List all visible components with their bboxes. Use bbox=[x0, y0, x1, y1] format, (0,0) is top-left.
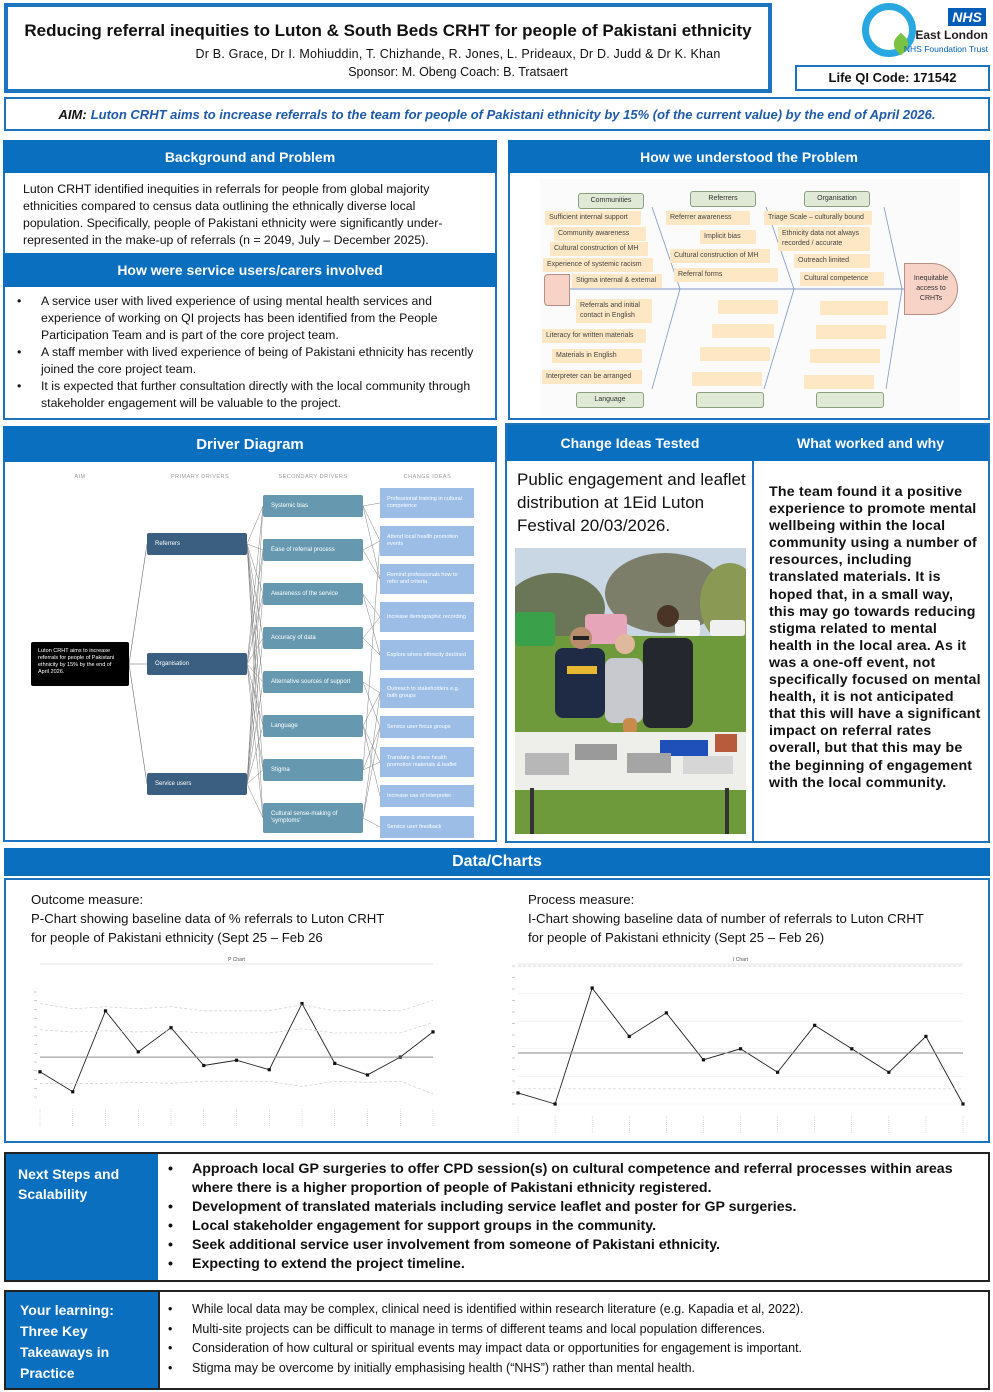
data-point bbox=[169, 1026, 172, 1029]
data-point bbox=[776, 1071, 779, 1074]
driver-diagram-heading: Driver Diagram bbox=[3, 426, 497, 462]
cause: Referral forms bbox=[674, 268, 778, 282]
data-point bbox=[739, 1047, 742, 1050]
data-point bbox=[268, 1068, 271, 1071]
change-idea: Service user focus groups bbox=[380, 716, 474, 738]
cause: Community awareness bbox=[554, 227, 646, 241]
what-worked-text: The team found it a positive experience to promote mental wellbeing within the local community using a number of resources, including translated materials. It is hoped that, in a small way, this may go towards reducing stigma related to mental health in the local area. As it was a one-off event, not specifically focused on mental health, it is not anticipated that this will have a significant impact on referral rates overall, but that this may be the beginning of engagement with the local community. bbox=[769, 484, 981, 791]
connector-secondary-change bbox=[363, 818, 380, 827]
change-idea: Remind professionals how to refer and criteria bbox=[380, 564, 474, 594]
primary-driver: Organisation bbox=[147, 653, 247, 675]
data-point bbox=[553, 1102, 556, 1105]
connector-primary-secondary bbox=[247, 506, 263, 544]
data-point bbox=[628, 1035, 631, 1038]
data-point bbox=[702, 1058, 705, 1061]
bone-blank-right bbox=[886, 289, 902, 389]
list-item: • Expecting to extend the project timeline. bbox=[168, 1255, 983, 1274]
data-point bbox=[516, 1091, 519, 1094]
i-chart bbox=[508, 952, 973, 1138]
series--referrals bbox=[40, 1004, 433, 1092]
outcome-desc-line1: P-Chart showing baseline data of % referrals to Luton CRHT bbox=[31, 911, 385, 926]
cause: Triage Scale – culturally bound bbox=[764, 211, 872, 225]
cause: Sufficient internal support bbox=[545, 211, 641, 225]
empty-cause bbox=[810, 349, 880, 363]
data-point bbox=[961, 1102, 964, 1105]
p-chart bbox=[22, 952, 447, 1138]
title-block bbox=[4, 3, 772, 93]
series-ucl bbox=[40, 1000, 433, 1011]
change-idea: Attend local health promotion events bbox=[380, 526, 474, 556]
empty-cause bbox=[712, 324, 774, 338]
process-label: Process measure: bbox=[528, 892, 635, 907]
change-idea: Explore where ethnicity declined bbox=[380, 640, 474, 670]
secondary-driver: Alternative sources of support bbox=[263, 671, 363, 693]
list-item: • Stigma may be overcome by initially emphasising health (“NHS”) rather than mental health. bbox=[168, 1359, 983, 1379]
data-point bbox=[813, 1024, 816, 1027]
data-point bbox=[366, 1073, 369, 1076]
fishbone-head: Inequitable access to CRHTs bbox=[904, 263, 958, 315]
connector-secondary-change bbox=[363, 506, 380, 541]
fishbone-diagram bbox=[540, 179, 960, 416]
change-idea: Increase use of interpreter bbox=[380, 785, 474, 807]
column-header-secondary: SECONDARY DRIVERS bbox=[278, 474, 348, 480]
primary-driver: Service users bbox=[147, 773, 247, 795]
list-item: • While local data may be complex, clinical need is identified within research literature (e.g. Kapadia et al, 2022). bbox=[168, 1300, 983, 1320]
list-item: • A staff member with lived experience of being of Pakistani ethnicity has recently joined the core project team. bbox=[17, 344, 477, 378]
data-point bbox=[104, 1009, 107, 1012]
what-worked-heading: What worked and why bbox=[753, 425, 988, 461]
list-item: • A service user with lived experience of using mental health services and experience of working on QI projects has been identified from the People Participation Team and is part of the core project team. bbox=[17, 293, 477, 344]
connector-primary-secondary bbox=[247, 544, 263, 770]
data-heading: Data/Charts bbox=[4, 848, 990, 876]
next-steps-heading: Next Steps and Scalability bbox=[6, 1154, 158, 1280]
chart-title: I Chart bbox=[732, 957, 749, 963]
connector-secondary-change bbox=[363, 617, 380, 638]
connector-primary-secondary bbox=[247, 784, 263, 818]
process-desc-line1: I-Chart showing baseline data of number of referrals to Luton CRHT bbox=[528, 911, 924, 926]
cause: Referrer awareness bbox=[666, 211, 750, 225]
secondary-driver: Stigma bbox=[263, 759, 363, 781]
cause: Ethnicity data not always recorded / accurate bbox=[778, 227, 870, 251]
sponsor-coach: Sponsor: M. Obeng Coach: B. Tratsaert bbox=[348, 65, 568, 79]
aim-label: AIM: bbox=[58, 106, 87, 122]
empty-cause bbox=[700, 347, 770, 361]
fishbone-heading: How we understood the Problem bbox=[508, 140, 990, 173]
empty-cause bbox=[820, 301, 888, 315]
series-lcl bbox=[40, 1081, 433, 1094]
fishbone-tail bbox=[544, 274, 570, 306]
connector-secondary-change bbox=[363, 682, 380, 693]
cause: Experience of systemic racism bbox=[543, 258, 653, 272]
empty-cause bbox=[718, 300, 778, 314]
category-communities: Communities bbox=[578, 193, 644, 209]
connector-secondary-change bbox=[363, 727, 380, 818]
connector-secondary-change bbox=[363, 594, 380, 655]
data-point bbox=[665, 1011, 668, 1014]
connector-secondary-change bbox=[363, 693, 380, 818]
connector-secondary-change bbox=[363, 682, 380, 727]
aim-text: Luton CRHT aims to increase referrals to the team for people of Pakistani ethnicity by 15% (of the current value) by the end of April 2026. bbox=[90, 106, 936, 122]
list-item: • Local stakeholder engagement for support groups in the community. bbox=[168, 1217, 983, 1236]
learning-divider bbox=[158, 1292, 160, 1388]
cause: Implicit bias bbox=[700, 230, 756, 244]
column-header-aim: AIM bbox=[74, 474, 86, 480]
learning-heading: Your learning: Three Key Takeaways in Practice bbox=[6, 1292, 158, 1388]
cause: Referrals and initial contact in English bbox=[576, 299, 652, 323]
outcome-label: Outcome measure: bbox=[31, 892, 144, 907]
data-point bbox=[887, 1071, 890, 1074]
connector-aim-primary bbox=[129, 544, 147, 664]
data-point bbox=[71, 1090, 74, 1093]
change-idea-description: Public engagement and leaflet distribution at 1Eid Luton Festival 20/03/2026. bbox=[517, 470, 746, 535]
cause: Interpreter can be arranged bbox=[542, 370, 642, 384]
data-point bbox=[591, 986, 594, 989]
bone-organisation bbox=[884, 207, 902, 289]
category-organisation: Organisation bbox=[804, 191, 870, 207]
next-steps-list bbox=[168, 1160, 983, 1274]
data-point bbox=[38, 1070, 41, 1073]
list-item: • Seek additional service user involvement from someone of Pakistani ethnicity. bbox=[168, 1236, 983, 1255]
column-header-primary: PRIMARY DRIVERS bbox=[170, 474, 230, 480]
change-idea: Increase demographic recording bbox=[380, 602, 474, 632]
outcome-measure-caption bbox=[31, 890, 481, 947]
list-item: • It is expected that further consultation directly with the local community through stakeholder engagement will be valuable to the project. bbox=[17, 378, 477, 412]
trust-name: East London bbox=[915, 28, 988, 42]
authors: Dr B. Grace, Dr I. Mohiuddin, T. Chizhande, R. Jones, L. Prideaux, Dr D. Judd & Dr K. Khan bbox=[195, 47, 721, 61]
trust-subtitle: NHS Foundation Trust bbox=[903, 44, 988, 54]
column-header-change-ideas: CHANGE IDEAS bbox=[403, 474, 452, 480]
background-text: Luton CRHT identified inequities in referrals for people from global majority ethnicities compared to census data outlining the ethnically diverse local population. Specifically, people of Pakistani ethnicity were significantly under-represented in the make-up of referrals (n = 2049, July – December 2025). bbox=[3, 173, 497, 253]
process-desc-line2: for people of Pakistani ethnicity (Sept 25 – Feb 26) bbox=[528, 930, 825, 945]
bone-language bbox=[652, 289, 680, 389]
connector-secondary-change bbox=[363, 693, 380, 726]
driver-diagram bbox=[3, 462, 497, 842]
involvement-heading: How were service users/carers involved bbox=[3, 253, 497, 287]
data-point bbox=[333, 1062, 336, 1065]
secondary-driver: Language bbox=[263, 715, 363, 737]
empty-cause bbox=[692, 372, 762, 386]
cause: Cultural construction of MH bbox=[550, 242, 648, 256]
secondary-driver: Awareness of the service bbox=[263, 583, 363, 605]
secondary-driver: Accuracy of data bbox=[263, 627, 363, 649]
involvement-section bbox=[3, 287, 497, 420]
connector-primary-secondary bbox=[247, 594, 263, 664]
secondary-driver: Ease of referral process bbox=[263, 539, 363, 561]
column-divider bbox=[752, 461, 754, 841]
background-heading: Background and Problem bbox=[3, 140, 497, 173]
secondary-driver: Cultural sense-making of 'symptoms' bbox=[263, 803, 363, 833]
life-qi-code: Life QI Code: 171542 bbox=[795, 65, 990, 91]
cause: Literacy for written materials bbox=[542, 329, 646, 343]
primary-driver: Referrers bbox=[147, 533, 247, 555]
secondary-driver: Systemic bias bbox=[263, 495, 363, 517]
data-point bbox=[235, 1059, 238, 1062]
list-item: • Multi-site projects can be difficult to manage in terms of different teams and local population differences. bbox=[168, 1320, 983, 1340]
aim-statement bbox=[4, 97, 990, 131]
learning-list bbox=[168, 1300, 983, 1378]
change-idea: Translate & share health promotion materials & leaflet bbox=[380, 747, 474, 777]
process-measure-caption bbox=[528, 890, 983, 947]
category-blank bbox=[696, 392, 764, 408]
involvement-list bbox=[17, 293, 477, 412]
data-point bbox=[850, 1047, 853, 1050]
change-idea: Outreach to stakeholders e.g. faith groups bbox=[380, 678, 474, 708]
category-blank bbox=[816, 392, 884, 408]
data-point bbox=[137, 1050, 140, 1053]
connector-aim-primary bbox=[129, 664, 147, 784]
change-idea: Service user feedback bbox=[380, 816, 474, 838]
outcome-desc-line2: for people of Pakistani ethnicity (Sept 25 – Feb 26 bbox=[31, 930, 323, 945]
poster-title: Reducing referral inequities to Luton & South Beds CRHT for people of Pakistani ethnicity bbox=[24, 21, 752, 40]
connector-secondary-change bbox=[363, 594, 380, 617]
series-number-of-referrals bbox=[518, 988, 963, 1104]
data-point bbox=[202, 1064, 205, 1067]
category-referrers: Referrers bbox=[690, 191, 756, 207]
list-item: • Development of translated materials including service leaflet and poster for GP surgeries. bbox=[168, 1198, 983, 1217]
connector-secondary-change bbox=[363, 503, 380, 506]
list-item: • Consideration of how cultural or spiritual events may impact data or opportunities for engagement is important. bbox=[168, 1339, 983, 1359]
data-point bbox=[924, 1035, 927, 1038]
festival-photo bbox=[515, 548, 746, 834]
chart-title: P Chart bbox=[228, 957, 245, 963]
data-point bbox=[431, 1030, 434, 1033]
driver-aim: Luton CRHT aims to increase referrals for people of Pakistani ethnicity by 15% by the end of April 2026. bbox=[31, 642, 129, 686]
cause: Stigma internal & external bbox=[572, 274, 662, 288]
empty-cause bbox=[816, 325, 886, 339]
empty-cause bbox=[804, 375, 874, 389]
cause: Cultural construction of MH bbox=[670, 249, 770, 263]
photo-illustration bbox=[515, 548, 746, 834]
nhs-logo: NHS bbox=[948, 8, 986, 26]
list-item: • Approach local GP surgeries to offer CPD session(s) on cultural competence and referral processes within areas where there is a higher proportion of people of Pakistani ethnicity registered. bbox=[168, 1160, 983, 1198]
cause: Outreach limited bbox=[794, 254, 870, 268]
category-language: Language bbox=[576, 392, 644, 408]
cause: Materials in English bbox=[552, 349, 642, 363]
change-ideas-heading: Change Ideas Tested bbox=[507, 425, 753, 461]
cause: Cultural competence bbox=[800, 272, 884, 286]
connector-secondary-change bbox=[363, 541, 380, 770]
change-idea: Professional training in cultural competence bbox=[380, 488, 474, 518]
